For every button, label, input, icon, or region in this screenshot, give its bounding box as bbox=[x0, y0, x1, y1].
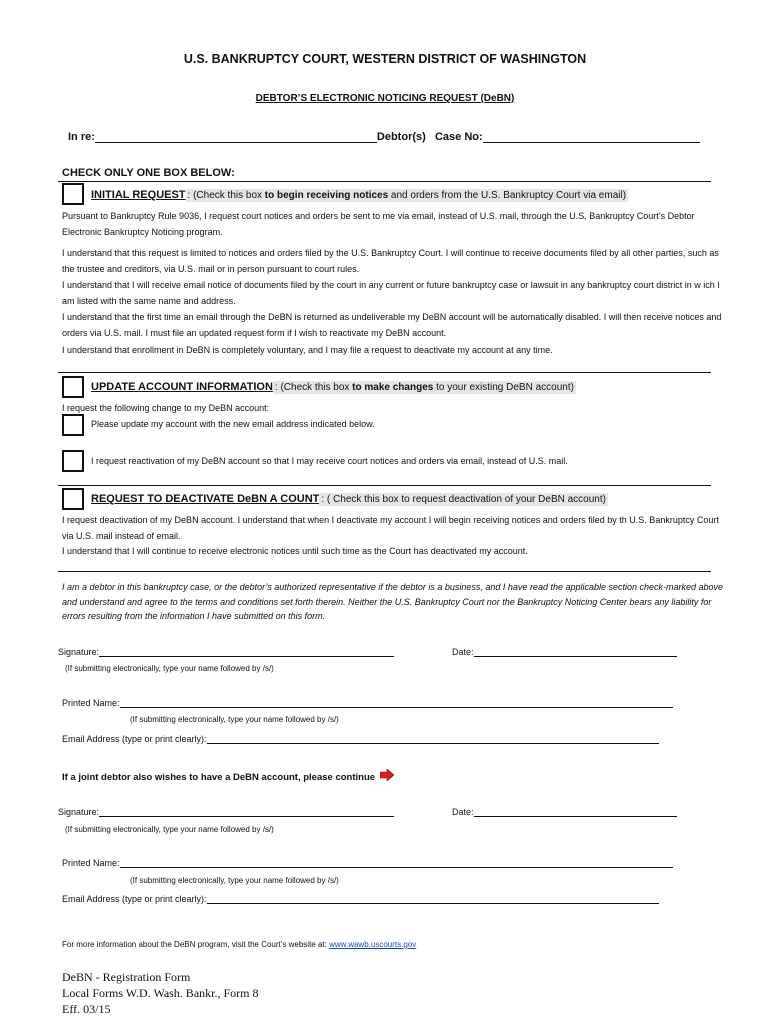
colon: : bbox=[321, 494, 325, 505]
footer-form-number: Local Forms W.D. Wash. Bankr., Form 8 bbox=[62, 986, 259, 1000]
deactivate-title: REQUEST TO DEACTIVATE DeBN A COUNT bbox=[91, 493, 320, 505]
printed-name-text: Printed Name: bbox=[62, 698, 120, 708]
divider bbox=[58, 372, 711, 373]
initial-p3: I understand that I will receive email notice of documents filed by the court in any current or future bankruptcy case or lawsuit in any bankruptcy court district in w ich I am listed with the same name and address. bbox=[62, 280, 720, 306]
update-account-checkbox[interactable] bbox=[62, 376, 84, 398]
colon: : bbox=[187, 190, 191, 201]
signature-field[interactable] bbox=[99, 647, 394, 657]
signature-label-text: Signature: bbox=[58, 807, 100, 817]
update-email-option: Please update my account with the new email address indicated below. bbox=[91, 419, 375, 429]
initial-request-heading bbox=[91, 189, 628, 201]
colon: : bbox=[274, 382, 278, 393]
case-no-label: Case No: bbox=[434, 131, 483, 143]
signature-field[interactable] bbox=[99, 807, 394, 817]
printed-name-field[interactable] bbox=[120, 698, 673, 708]
email-label-text: Email Address (type or print clearly): bbox=[62, 894, 207, 904]
date-field[interactable] bbox=[474, 647, 677, 657]
update-account-title: UPDATE ACCOUNT INFORMATION bbox=[91, 381, 273, 393]
date-field[interactable] bbox=[474, 807, 677, 817]
email-label bbox=[62, 894, 659, 904]
court-title: U.S. BANKRUPTCY COURT, WESTERN DISTRICT OF WASHINGTON bbox=[183, 52, 587, 66]
initial-desc-bold: to begin receiving notices bbox=[264, 190, 389, 201]
update-intro: I request the following change to my DeBN account: bbox=[62, 403, 270, 413]
deactivate-p1: I request deactivation of my DeBN account. I understand that when I deactivate my account I will begin receiving notices and orders filed by th U.S. Bankruptcy Court via U.S. mail instead of email. bbox=[62, 515, 719, 541]
form-title: DEBTOR’S ELECTRONIC NOTICING REQUEST (DeBN) bbox=[255, 93, 515, 104]
certification-statement: I am a debtor in this bankruptcy case, or the debtor’s authorized representative if the debtor is a business, and I have read the applicable section check-marked above and understand and agree to the terms and conditions set forth therein. Neither the U.S. Bankruptcy Court nor the Bankruptcy Noticing Center bears any liability for errors resulting from the information I have submitted on this form. bbox=[62, 582, 724, 621]
in-re-field[interactable] bbox=[95, 130, 377, 143]
initial-desc-suffix: and orders from the U.S. Bankruptcy Court via email) bbox=[388, 190, 627, 201]
signature-label bbox=[58, 807, 394, 817]
esign-note: (If submitting electronically, type your name followed by /s/) bbox=[65, 664, 274, 673]
joint-debtor-text: If a joint debtor also wishes to have a DeBN account, please continue bbox=[62, 772, 376, 783]
divider bbox=[58, 181, 711, 182]
arrow-right-icon bbox=[380, 769, 394, 781]
signature-label-text: Signature: bbox=[58, 647, 100, 657]
initial-p4: I understand that the first time an email through the DeBN is returned as undeliverable my DeBN account will be automatically disabled. I will then receive notices and orders via U.S. mail. I must file an updated request form if I wish to reactivate my DeBN account. bbox=[62, 312, 722, 338]
initial-p1: Pursuant to Bankruptcy Rule 9036, I request court notices and orders be sent to me via email, instead of U.S. mail, through the U.S. Bankruptcy Court’s Debtor Electronic Bankruptcy Noticing program. bbox=[62, 211, 695, 237]
initial-p2: I understand that this request is limited to notices and orders filed by the U.S. Bankruptcy Court. I will continue to receive documents filed by all other parties, such as the trustee and creditors, via U.S. mail or in person pursuant to court rules. bbox=[62, 248, 719, 274]
date-label-text: Date: bbox=[452, 647, 474, 657]
update-desc-prefix: (Check this box bbox=[277, 382, 353, 393]
date-label bbox=[452, 807, 677, 817]
reactivate-checkbox[interactable] bbox=[62, 450, 84, 472]
esign-note: (If submitting electronically, type your name followed by /s/) bbox=[130, 876, 339, 885]
case-no-field[interactable] bbox=[483, 130, 700, 143]
email-field[interactable] bbox=[207, 734, 659, 744]
date-label bbox=[452, 647, 677, 657]
divider bbox=[58, 485, 711, 486]
update-desc-bold: to make changes bbox=[352, 382, 434, 393]
joint-debtor-note bbox=[62, 769, 394, 783]
date-label-text: Date: bbox=[452, 807, 474, 817]
more-info-text: For more information about the DeBN program, visit the Court’s website at: bbox=[62, 940, 330, 949]
footer-effective-date: Eff. 03/15 bbox=[62, 1002, 111, 1016]
printed-name-field[interactable] bbox=[120, 858, 673, 868]
email-label-text: Email Address (type or print clearly): bbox=[62, 734, 207, 744]
in-re-label: In re: bbox=[68, 131, 95, 143]
esign-note: (If submitting electronically, type your name followed by /s/) bbox=[65, 825, 274, 834]
deactivate-heading bbox=[91, 493, 608, 505]
update-account-heading bbox=[91, 381, 576, 393]
printed-name-label bbox=[62, 698, 673, 708]
email-field[interactable] bbox=[207, 894, 659, 904]
divider bbox=[58, 571, 711, 572]
initial-request-checkbox[interactable] bbox=[62, 183, 84, 205]
deactivate-checkbox[interactable] bbox=[62, 488, 84, 510]
initial-p5: I understand that enrollment in DeBN is completely voluntary, and I may file a request to deactivate my account at any time. bbox=[62, 345, 553, 355]
printed-name-text: Printed Name: bbox=[62, 858, 120, 868]
case-line bbox=[68, 130, 700, 143]
printed-name-label bbox=[62, 858, 673, 868]
initial-request-title: INITIAL REQUEST bbox=[91, 189, 186, 201]
update-email-checkbox[interactable] bbox=[62, 414, 84, 436]
signature-label bbox=[58, 647, 394, 657]
footer-form-name: DeBN - Registration Form bbox=[62, 970, 191, 984]
check-one-instruction: CHECK ONLY ONE BOX BELOW: bbox=[62, 167, 235, 179]
update-desc-suffix: to your existing DeBN account) bbox=[433, 382, 574, 393]
deactivate-p2: I understand that I will continue to receive electronic notices until such time as the Court has deactivated my account. bbox=[62, 546, 528, 556]
reactivate-option: I request reactivation of my DeBN account so that I may receive court notices and orders via email, instead of U.S. mail. bbox=[91, 456, 568, 466]
debtor-label: Debtor(s) bbox=[376, 131, 426, 143]
more-info bbox=[62, 940, 416, 949]
initial-desc-prefix: (Check this box bbox=[193, 190, 265, 201]
court-website-link[interactable]: www.wawb.uscourts.gov bbox=[329, 940, 417, 949]
deactivate-desc: ( Check this box to request deactivation of your DeBN account) bbox=[324, 494, 606, 505]
email-label bbox=[62, 734, 659, 744]
esign-note: (If submitting electronically, type your name followed by /s/) bbox=[130, 715, 339, 724]
